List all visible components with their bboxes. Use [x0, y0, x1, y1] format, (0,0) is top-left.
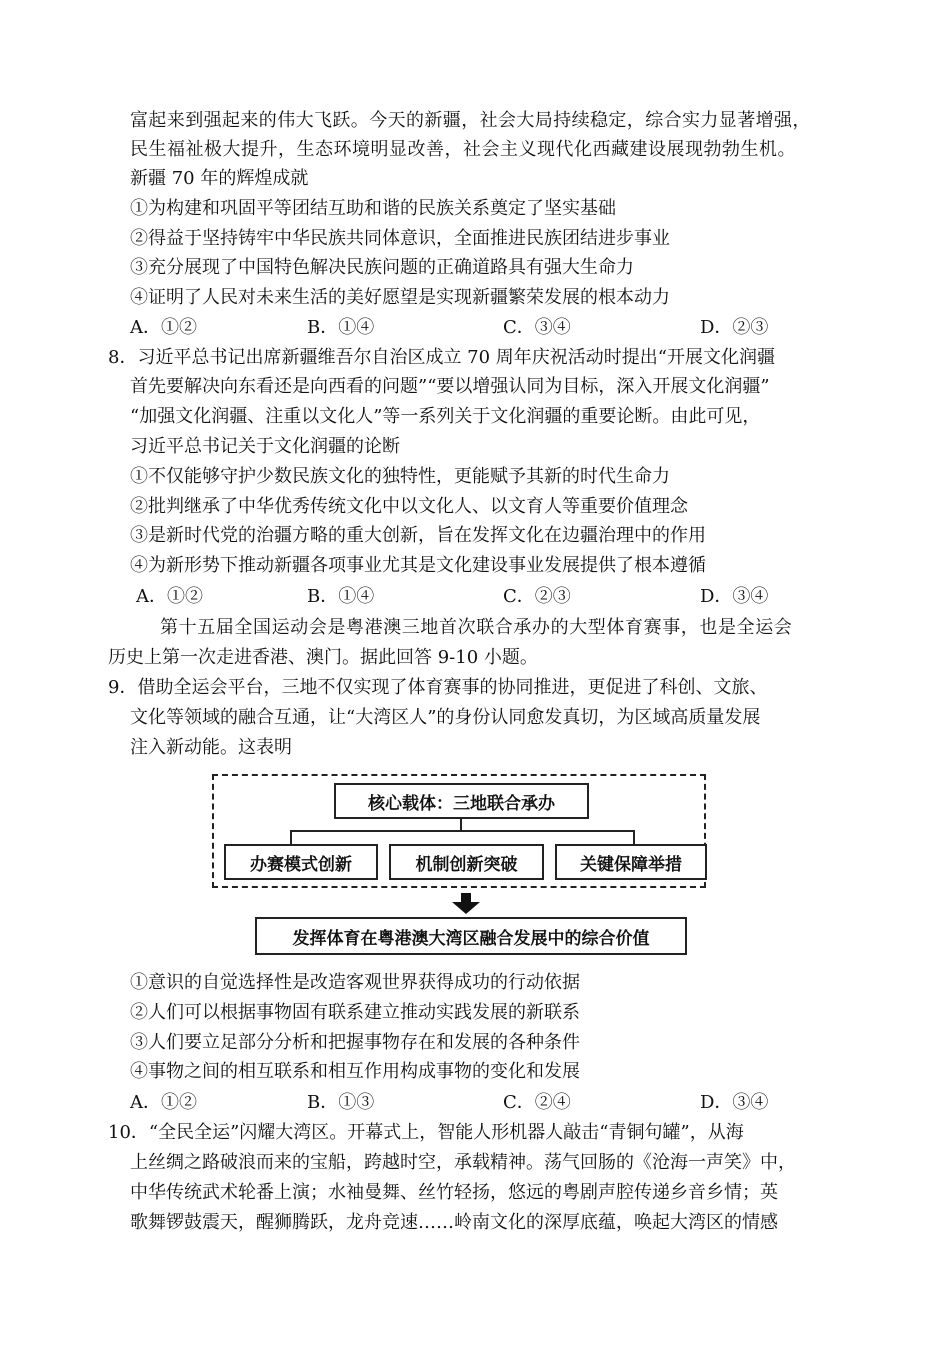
- q9-item-1: ①意识的自觉选择性是改造客观世界获得成功的行动依据: [130, 972, 580, 993]
- q10-line-2: 上丝绸之路破浪而来的宝船，跨越时空，承载精神。荡气回肠的《沧海一声笑》中，: [130, 1152, 796, 1173]
- diagram-result-box: 发挥体育在粤港澳大湾区融合发展中的综合价值: [255, 917, 687, 955]
- q7-item-4: ④证明了人民对未来生活的美好愿望是实现新疆繁荣发展的根本动力: [130, 287, 670, 308]
- q9-item-4: ④事物之间的相互联系和相互作用构成事物的变化和发展: [130, 1061, 580, 1082]
- intro-line-2: 历史上第一次走进香港、澳门。据此回答 9-10 小题。: [108, 647, 538, 668]
- q8-option-d[interactable]: D．③④: [700, 586, 769, 607]
- q9-options: [130, 1090, 830, 1116]
- q8-line-3: “加强文化润疆、注重以文化人”等一系列关于文化润疆的重要论断。由此可见，: [130, 406, 761, 427]
- q8-option-c[interactable]: C．②③: [503, 586, 571, 607]
- q7-option-d[interactable]: D．②③: [700, 317, 769, 338]
- q7-item-2: ②得益于坚持铸牢中华民族共同体意识，全面推进民族团结进步事业: [130, 228, 670, 249]
- q7-line-3: 新疆 70 年的辉煌成就: [130, 168, 309, 189]
- q8-line-4: 习近平总书记关于文化润疆的论断: [130, 436, 400, 457]
- q7-item-3: ③充分展现了中国特色解决民族问题的正确道路具有强大生命力: [130, 257, 634, 278]
- q8-line-2: 首先要解决向东看还是向西看的问题”“要以增强认同为目标，深入开展文化润疆”: [130, 376, 770, 397]
- q9-option-b[interactable]: B．①③: [307, 1092, 375, 1113]
- q7-line-1: 富起来到强起来的伟大飞跃。今天的新疆，社会大局持续稳定，综合实力显著增强，: [130, 110, 811, 131]
- diagram-box-middle: 机制创新突破: [389, 844, 544, 880]
- q9-line-3: 注入新动能。这表明: [130, 737, 292, 758]
- diagram-box-right: 关键保障举措: [555, 844, 707, 880]
- q7-option-a[interactable]: A．①②: [130, 317, 197, 338]
- q8-item-4: ④为新形势下推动新疆各项事业尤其是文化建设事业发展提供了根本遵循: [130, 555, 706, 576]
- q9-item-2: ②人们可以根据事物固有联系建立推动实践发展的新联系: [130, 1002, 580, 1023]
- q9-option-a[interactable]: A．①②: [130, 1092, 197, 1113]
- q9-option-d[interactable]: D．③④: [700, 1092, 769, 1113]
- q7-item-1: ①为构建和巩固平等团结互助和谐的民族关系奠定了坚实基础: [130, 198, 616, 219]
- diagram-box-left: 办赛模式创新: [224, 844, 378, 880]
- q9-item-3: ③人们要立足部分分析和把握事物存在和发展的各种条件: [130, 1032, 580, 1053]
- q7-line-2: 民生福祉极大提升，生态环境明显改善，社会主义现代化西藏建设展现勃勃生机。: [130, 139, 796, 160]
- q8-item-1: ①不仅能够守护少数民族文化的独特性，更能赋予其新的时代生命力: [130, 466, 670, 487]
- q8-line-1: 8．习近平总书记出席新疆维吾尔自治区成立 70 周年庆祝活动时提出“开展文化润疆: [108, 347, 775, 368]
- q8-item-2: ②批判继承了中华优秀传统文化中以文化人、以文育人等重要价值理念: [130, 496, 688, 517]
- q8-item-3: ③是新时代党的治疆方略的重大创新，旨在发挥文化在边疆治理中的作用: [130, 525, 706, 546]
- q10-line-1: 10．“全民全运”闪耀大湾区。开幕式上，智能人形机器人敲击“青铜句罐”，从海: [108, 1122, 744, 1143]
- q7-option-c[interactable]: C．③④: [503, 317, 571, 338]
- q8-option-a[interactable]: A．①②: [136, 586, 203, 607]
- q9-option-c[interactable]: C．②④: [503, 1092, 571, 1113]
- intro-line-1: 第十五届全国运动会是粤港澳三地首次联合承办的大型体育赛事，也是全运会: [160, 617, 793, 638]
- q10-line-3: 中华传统武术轮番上演；水袖曼舞、丝竹轻扬，悠远的粤剧声腔传递乡音乡情；英: [130, 1182, 778, 1203]
- q9-line-2: 文化等领域的融合互通，让“大湾区人”的身份认同愈发真切，为区域高质量发展: [130, 707, 761, 728]
- q10-line-4: 歌舞锣鼓震天，醒狮腾跃，龙舟竞速……岭南文化的深厚底蕴，唤起大湾区的情感: [130, 1212, 778, 1233]
- q8-option-b[interactable]: B．①④: [307, 586, 375, 607]
- q9-line-1: 9．借助全运会平台，三地不仅实现了体育赛事的协同推进，更促进了科创、文旅、: [108, 677, 768, 698]
- q7-option-b[interactable]: B．①④: [307, 317, 375, 338]
- diagram-core-box: 核心载体：三地联合承办: [334, 783, 589, 819]
